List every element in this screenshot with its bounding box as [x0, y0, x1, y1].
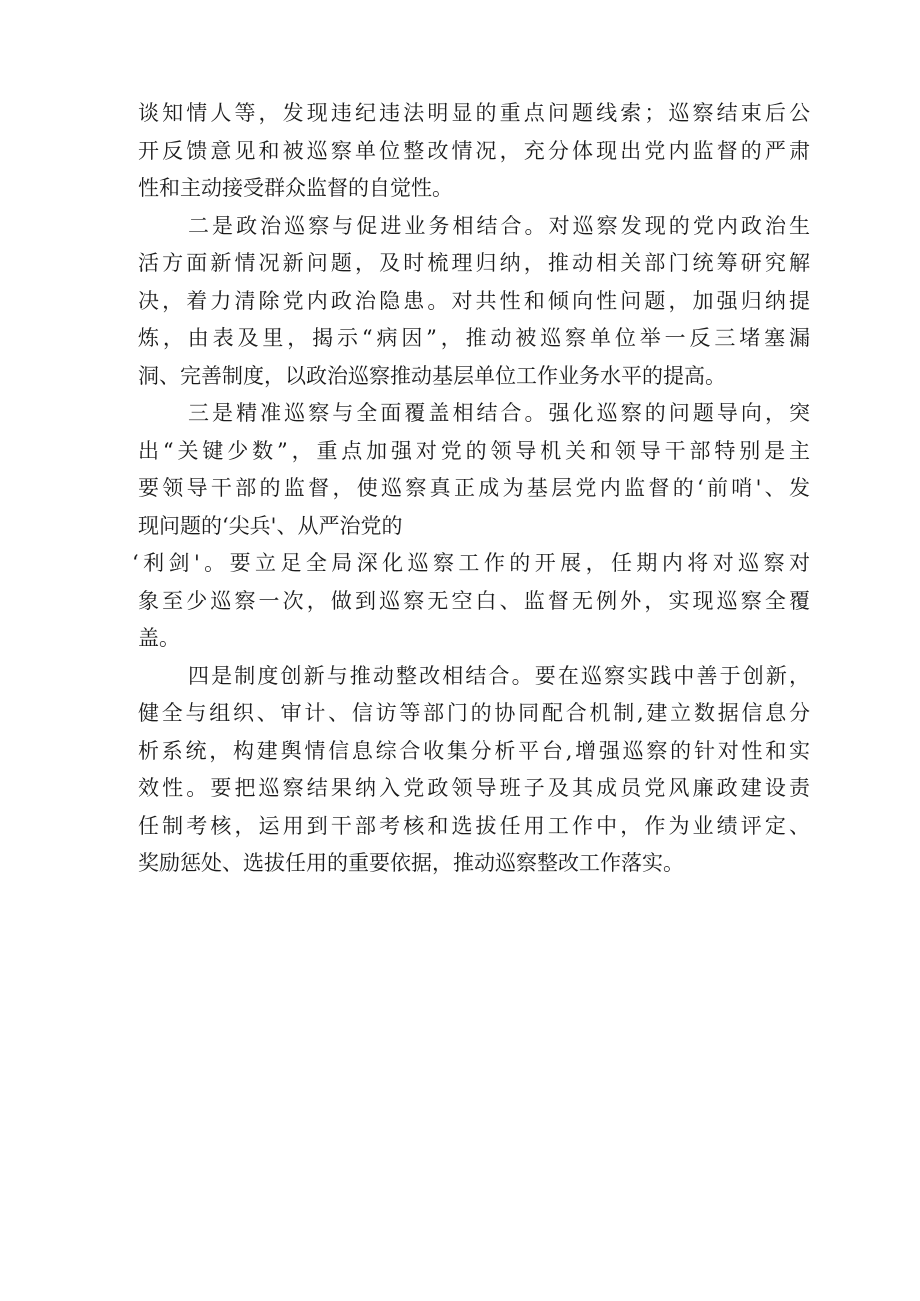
text-line: 析系统，构建舆情信息综合收集分析平台,增强巡察的针对性和实 [138, 738, 810, 763]
text-line: 二是政治巡察与促进业务相结合。对巡察发现的党内政治生 [188, 213, 810, 238]
text-line: 决，着力清除党内政治隐患。对共性和倾向性问题，加强归纳提 [138, 288, 810, 313]
text-line: 任制考核，运用到干部考核和选拔任用工作中，作为业绩评定、 [138, 813, 810, 838]
text-line: 出“关键少数”，重点加强对党的领导机关和领导干部特别是主 [138, 438, 810, 463]
paragraph-point-three [132, 395, 810, 658]
paragraph-point-two [138, 208, 810, 396]
text-line: ‘利剑'。要立足全局深化巡察工作的开展，任期内将对巡察对 [132, 551, 810, 575]
text-line: 开反馈意见和被巡察单位整改情况，充分体现出党内监督的严肃 [138, 138, 810, 163]
document-body [132, 95, 810, 883]
text-line: 要领导干部的监督，使巡察真正成为基层党内监督的‘前哨'、发 [138, 476, 810, 500]
text-line: 炼，由表及里，揭示“病因”，推动被巡察单位举一反三堵塞漏 [138, 326, 810, 350]
text-line: 效性。要把巡察结果纳入党政领导班子及其成员党风廉政建设责 [138, 776, 810, 800]
text-line: 象至少巡察一次，做到巡察无空白、监督无例外，实现巡察全覆 [138, 588, 810, 613]
text-line: 四是制度创新与推动整改相结合。要在巡察实践中善于创新， [188, 663, 810, 688]
text-line: 活方面新情况新问题，及时梳理归纳，推动相关部门统筹研究解 [138, 251, 810, 275]
paragraph-point-four [138, 658, 810, 883]
text-line: 盖。 [138, 626, 180, 650]
text-line: 洞、完善制度，以政治巡察推动基层单位工作业务水平的提高。 [138, 363, 726, 388]
text-line: 奖励惩处、选拔任用的重要依据，推动巡察整改工作落实。 [138, 851, 684, 875]
text-line: 谈知情人等，发现违纪违法明显的重点问题线索；巡察结束后公 [138, 101, 810, 125]
paragraph-intro-continuation [138, 95, 810, 208]
text-line: 性和主动接受群众监督的自觉性。 [138, 176, 453, 200]
text-line: 现问题的‘尖兵'、从严治党的 [138, 513, 403, 538]
text-line: 健全与组织、审计、信访等部门的协同配合机制,建立数据信息分 [138, 701, 810, 725]
text-line: 三是精准巡察与全面覆盖相结合。强化巡察的问题导向，突 [188, 401, 810, 425]
